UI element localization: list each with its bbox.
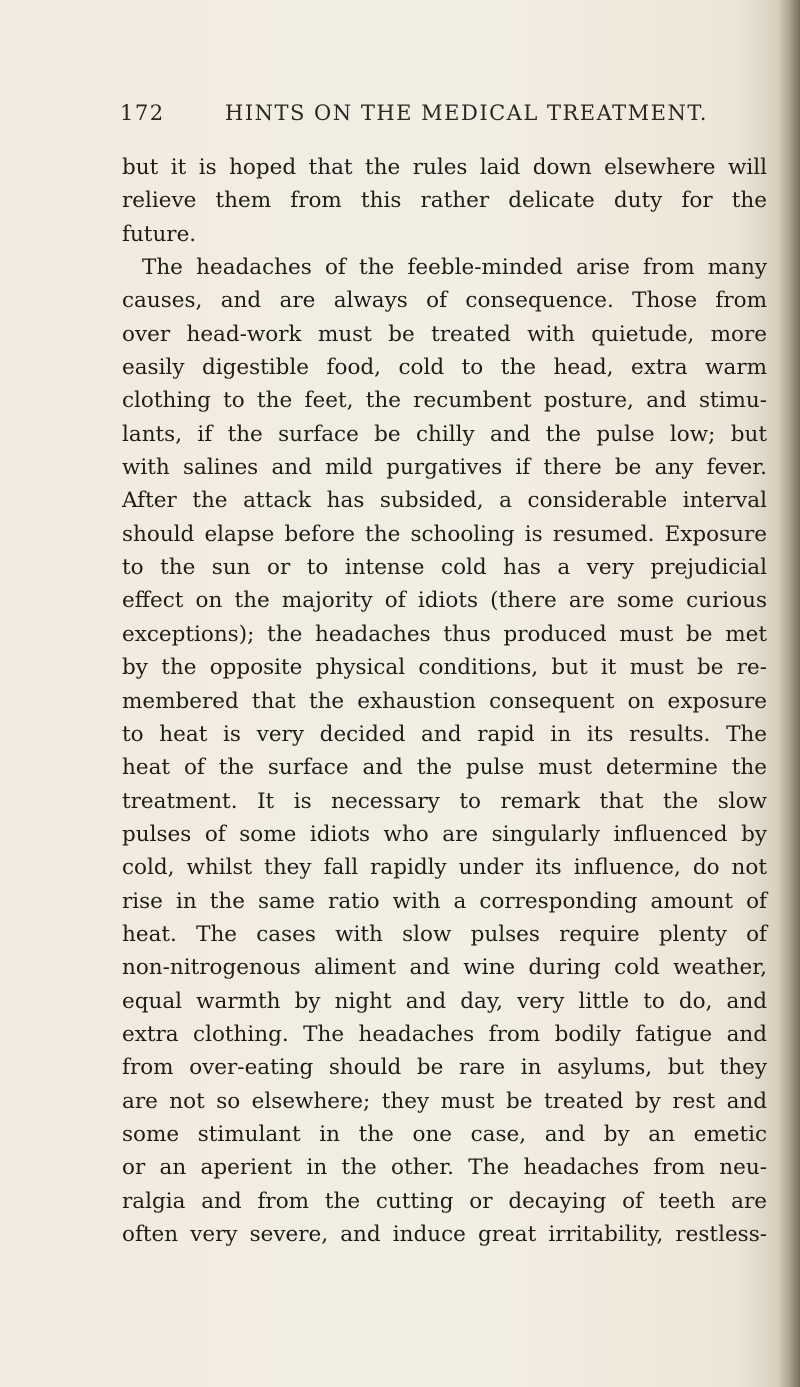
text-line: easily digestible food, cold to the head, extra warm: [122, 355, 767, 381]
text-line: or an aperient in the other. The headaches from neu-: [122, 1155, 767, 1181]
text-line: extra clothing. The headaches from bodily fatigue and: [122, 1021, 767, 1047]
page-number: 172: [120, 101, 165, 125]
text-line: causes, and are always of consequence. Those from: [122, 288, 767, 314]
text-line: over head-work must be treated with quietude, more: [122, 321, 767, 347]
text-line: heat of the surface and the pulse must determine the: [122, 755, 767, 781]
running-head-title: HINTS ON THE MEDICAL TREATMENT.: [225, 101, 708, 125]
text-line: to the sun or to intense cold has a very prejudicial: [122, 555, 767, 581]
paragraph-start-line: The headaches of the feeble-minded arise from many: [142, 255, 767, 281]
text-line: pulses of some idiots who are singularly influenced by: [122, 821, 767, 847]
page-edge-shadow: [778, 0, 800, 1387]
text-line: lants, if the surface be chilly and the pulse low; but: [122, 421, 767, 447]
text-line: effect on the majority of idiots (there are some curious: [122, 588, 767, 614]
text-line: are not so elsewhere; they must be treated by rest and: [122, 1088, 767, 1114]
text-line: treatment. It is necessary to remark that the slow: [122, 788, 767, 814]
text-line: membered that the exhaustion consequent on exposure: [122, 688, 767, 714]
text-line: future.: [122, 221, 197, 247]
body-text: [122, 151, 767, 1251]
text-line: non-nitrogenous aliment and wine during cold weather,: [122, 955, 767, 981]
text-line: clothing to the feet, the recumbent posture, and stimu-: [122, 388, 767, 414]
text-line: should elapse before the schooling is resumed. Exposure: [122, 521, 767, 547]
text-line: ralgia and from the cutting or decaying of teeth are: [122, 1188, 767, 1214]
text-line: cold, whilst they fall rapidly under its influence, do not: [122, 855, 767, 881]
running-head: [120, 101, 720, 131]
text-line: from over-eating should be rare in asylums, but they: [122, 1055, 767, 1081]
text-line: heat. The cases with slow pulses require plenty of: [122, 921, 767, 947]
text-line: some stimulant in the one case, and by an emetic: [122, 1121, 767, 1147]
text-line: to heat is very decided and rapid in its results. The: [122, 721, 767, 747]
text-line: After the attack has subsided, a considerable interval: [122, 488, 767, 514]
text-line: relieve them from this rather delicate duty for the: [122, 188, 767, 214]
text-line: exceptions); the headaches thus produced must be met: [122, 621, 767, 647]
text-line: with salines and mild purgatives if there be any fever.: [122, 455, 767, 481]
text-line: by the opposite physical conditions, but it must be re-: [122, 655, 767, 681]
text-line: equal warmth by night and day, very little to do, and: [122, 988, 767, 1014]
text-line: often very severe, and induce great irritability, restless-: [122, 1222, 767, 1247]
text-line: but it is hoped that the rules laid down elsewhere will: [122, 155, 767, 180]
text-line: rise in the same ratio with a corresponding amount of: [122, 888, 767, 914]
